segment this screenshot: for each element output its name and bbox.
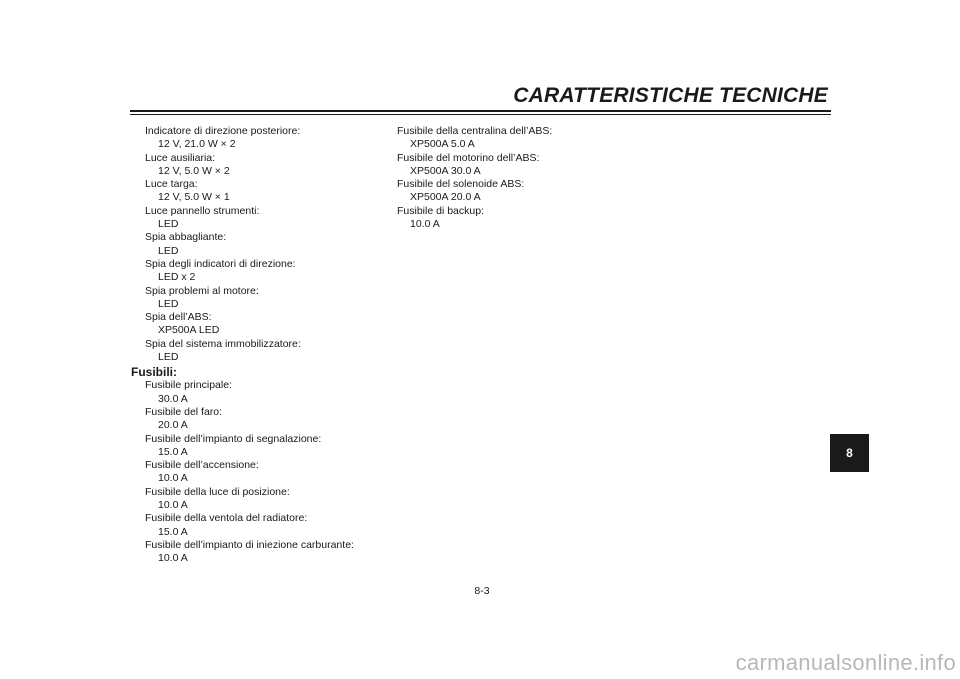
fuse-value: XP500A 30.0 A: [410, 164, 481, 177]
fuse-value: XP500A 20.0 A: [410, 191, 481, 204]
spec-item: [131, 311, 371, 338]
fuse-value: 10.0 A: [158, 499, 188, 512]
fuse-item: [383, 125, 623, 152]
fuse-item: [131, 459, 371, 486]
spec-label: Luce pannello strumenti:: [145, 204, 260, 217]
spec-value: LED: [158, 351, 179, 364]
spec-item: [131, 258, 371, 285]
fuse-item: [131, 433, 371, 460]
fuse-item: [383, 152, 623, 179]
spec-value: LED: [158, 244, 179, 257]
fuse-item: [383, 178, 623, 205]
spec-value: LED: [158, 218, 179, 231]
fuse-item: [131, 406, 371, 433]
chapter-tab: 8: [830, 434, 869, 472]
fuse-item: [131, 486, 371, 513]
spec-label: Spia del sistema immobilizzatore:: [145, 337, 301, 350]
fuse-value: 30.0 A: [158, 392, 188, 405]
spec-value: LED: [158, 297, 179, 310]
watermark: carmanualsonline.info: [735, 650, 956, 675]
spec-item: [131, 205, 371, 232]
spec-label: Spia degli indicatori di direzione:: [145, 257, 296, 270]
fuse-item: [383, 205, 623, 232]
fuse-value: 15.0 A: [158, 445, 188, 458]
fuse-label: Fusibile di backup:: [397, 204, 484, 217]
spec-label: Spia dell’ABS:: [145, 311, 212, 324]
spec-item: [131, 285, 371, 312]
spec-label: Luce ausiliaria:: [145, 151, 216, 164]
fuse-value: 20.0 A: [158, 419, 188, 432]
spec-value: 12 V, 5.0 W × 2: [158, 164, 230, 177]
fuse-label: Fusibile della centralina dell’ABS:: [397, 125, 553, 137]
fuse-value: 10.0 A: [410, 218, 440, 231]
spec-item: [131, 231, 371, 258]
fuses-heading: Fusibili:: [131, 365, 177, 380]
fuse-item: [131, 379, 371, 406]
fuse-label: Fusibile del motorino dell’ABS:: [397, 151, 540, 164]
fuse-value: 10.0 A: [158, 552, 188, 565]
fuse-label: Fusibile della luce di posizione:: [145, 485, 290, 498]
fuse-label: Fusibile dell’impianto di iniezione carburante:: [145, 538, 354, 551]
title-rule: [130, 110, 831, 115]
fuse-item: [131, 512, 371, 539]
spec-value: 12 V, 5.0 W × 1: [158, 191, 230, 204]
fuse-value: 10.0 A: [158, 472, 188, 485]
fuse-label: Fusibile della ventola del radiatore:: [145, 512, 308, 525]
fuse-label: Fusibile del faro:: [145, 405, 223, 418]
right-column: [383, 125, 623, 231]
fuse-value: 15.0 A: [158, 525, 188, 538]
fuse-label: Fusibile del solenoide ABS:: [397, 178, 525, 191]
spec-item: [131, 152, 371, 179]
fuse-item: [131, 539, 371, 566]
spec-item: [131, 338, 371, 365]
spec-value: LED x 2: [158, 271, 196, 284]
fuse-value: XP500A 5.0 A: [410, 138, 475, 151]
spec-item: [131, 125, 371, 152]
spec-value: XP500A LED: [158, 324, 220, 337]
fuse-label: Fusibile principale:: [145, 379, 232, 392]
spec-item: [131, 178, 371, 205]
spec-value: 12 V, 21.0 W × 2: [158, 138, 236, 151]
fuse-label: Fusibile dell’impianto di segnalazione:: [145, 432, 322, 445]
spec-label: Spia abbagliante:: [145, 231, 227, 244]
spec-label: Indicatore di direzione posteriore:: [145, 125, 301, 137]
page-number: 8-3: [474, 585, 490, 597]
page-title: CARATTERISTICHE TECNICHE: [513, 84, 828, 107]
spec-label: Spia problemi al motore:: [145, 284, 259, 297]
left-column: [131, 125, 371, 566]
spec-label: Luce targa:: [145, 178, 198, 191]
fuse-label: Fusibile dell’accensione:: [145, 459, 259, 472]
